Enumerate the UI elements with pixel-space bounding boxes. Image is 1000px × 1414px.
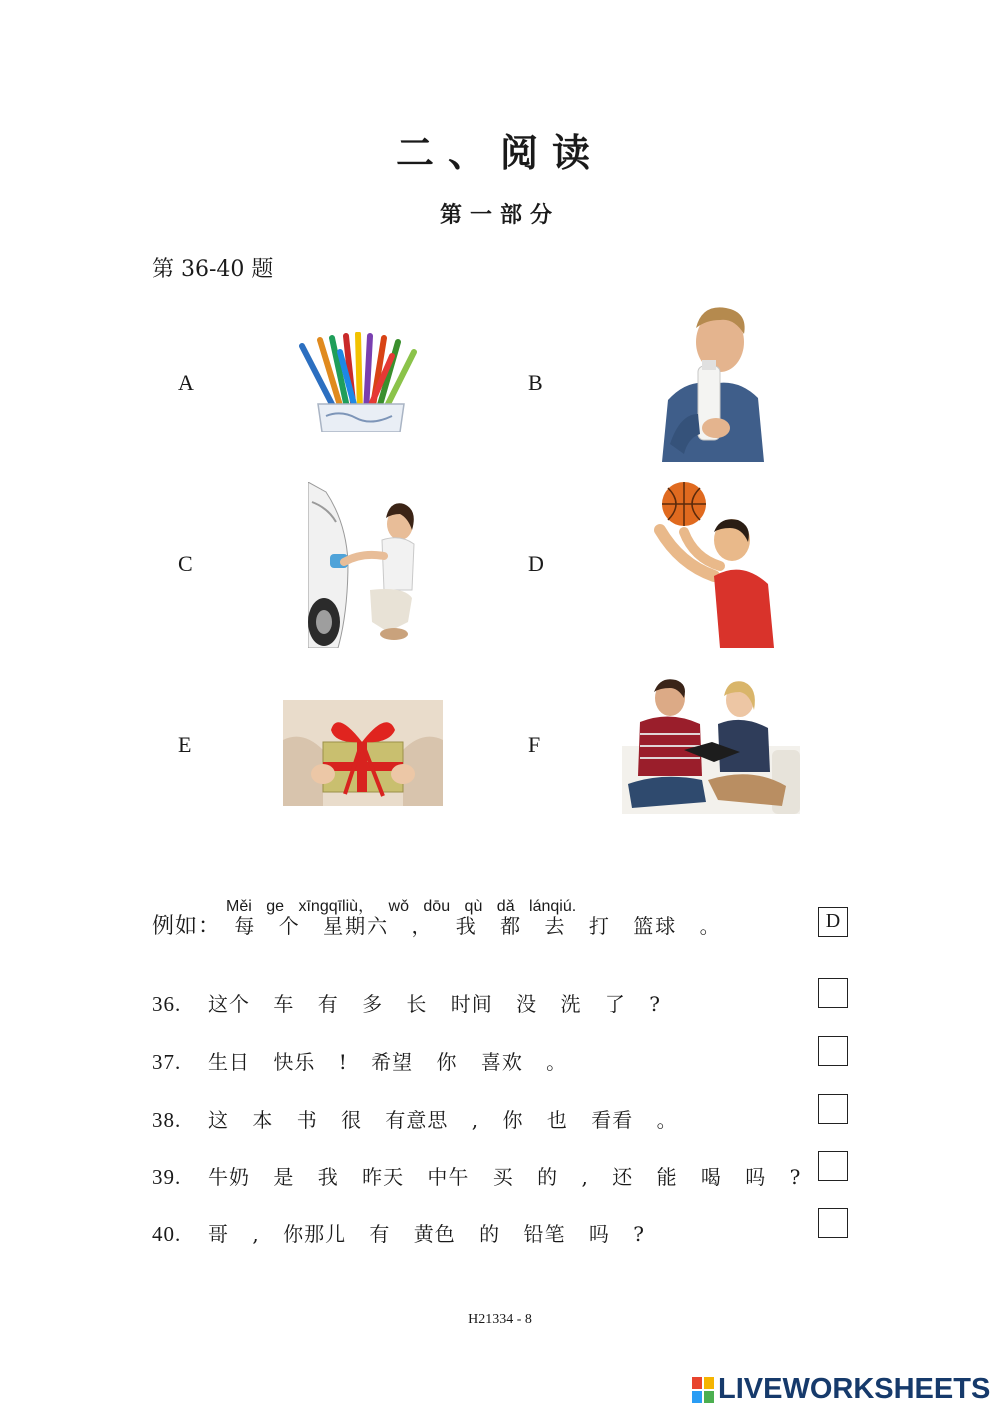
question-text: 这 本 书 很 有意思 , 你 也 看看 。 <box>208 1108 678 1132</box>
page-code: H21334 - 8 <box>468 1312 532 1327</box>
pencils-cup-image <box>296 332 430 432</box>
question-text: 牛奶 是 我 昨天 中午 买 的 , 还 能 喝 吗 ? <box>208 1165 802 1189</box>
page-title: 二、阅读 <box>395 130 604 175</box>
example-label: 例如： <box>152 914 222 939</box>
couple-reading-book-image <box>622 676 800 814</box>
brand-name: LIVEWORKSHEETS <box>718 1373 991 1405</box>
section-subtitle: 第一部分 <box>439 202 560 228</box>
gift-box-image <box>283 700 443 806</box>
example-answer-box: D <box>818 907 848 937</box>
question-37 <box>152 1046 567 1075</box>
question-number: 37. <box>152 1050 182 1074</box>
example-row <box>152 909 722 940</box>
question-range: 第 36-40 题 <box>152 257 274 282</box>
answer-box-37[interactable] <box>818 1036 848 1066</box>
question-40 <box>152 1218 645 1247</box>
example-sentence: 每 个 星期六 ， 我 都 去 打 篮球 。 <box>234 914 722 938</box>
question-number: 36. <box>152 992 182 1016</box>
option-letter-d: D <box>528 551 544 576</box>
option-letter-f: F <box>528 732 541 757</box>
question-number: 40. <box>152 1222 182 1246</box>
option-letter-b: B <box>528 370 543 395</box>
option-letter-e: E <box>178 732 192 757</box>
answer-box-40[interactable] <box>818 1208 848 1238</box>
question-number: 38. <box>152 1108 182 1132</box>
option-letter-c: C <box>178 551 193 576</box>
answer-box-38[interactable] <box>818 1094 848 1124</box>
question-38 <box>152 1104 678 1133</box>
question-number: 39. <box>152 1165 182 1189</box>
man-shooting-basketball-image <box>650 480 774 648</box>
option-letter-a: A <box>178 370 194 395</box>
question-text: 这个 车 有 多 长 时间 没 洗 了 ? <box>208 992 661 1016</box>
man-drinking-milk-image <box>658 304 764 462</box>
example-pinyin: Měi ge xīngqīliù， wǒ dōu qù dǎ lánqiú. <box>226 898 577 915</box>
question-text: 哥 , 你那儿 有 黄色 的 铅笔 吗 ? <box>208 1222 645 1246</box>
question-36 <box>152 988 661 1017</box>
answer-box-39[interactable] <box>818 1151 848 1181</box>
liveworksheets-logo-icon <box>692 1377 714 1403</box>
answer-box-36[interactable] <box>818 978 848 1008</box>
question-39 <box>152 1161 801 1190</box>
woman-washing-car-image <box>308 482 418 648</box>
question-text: 生日 快乐 ! 希望 你 喜欢 。 <box>208 1050 568 1074</box>
